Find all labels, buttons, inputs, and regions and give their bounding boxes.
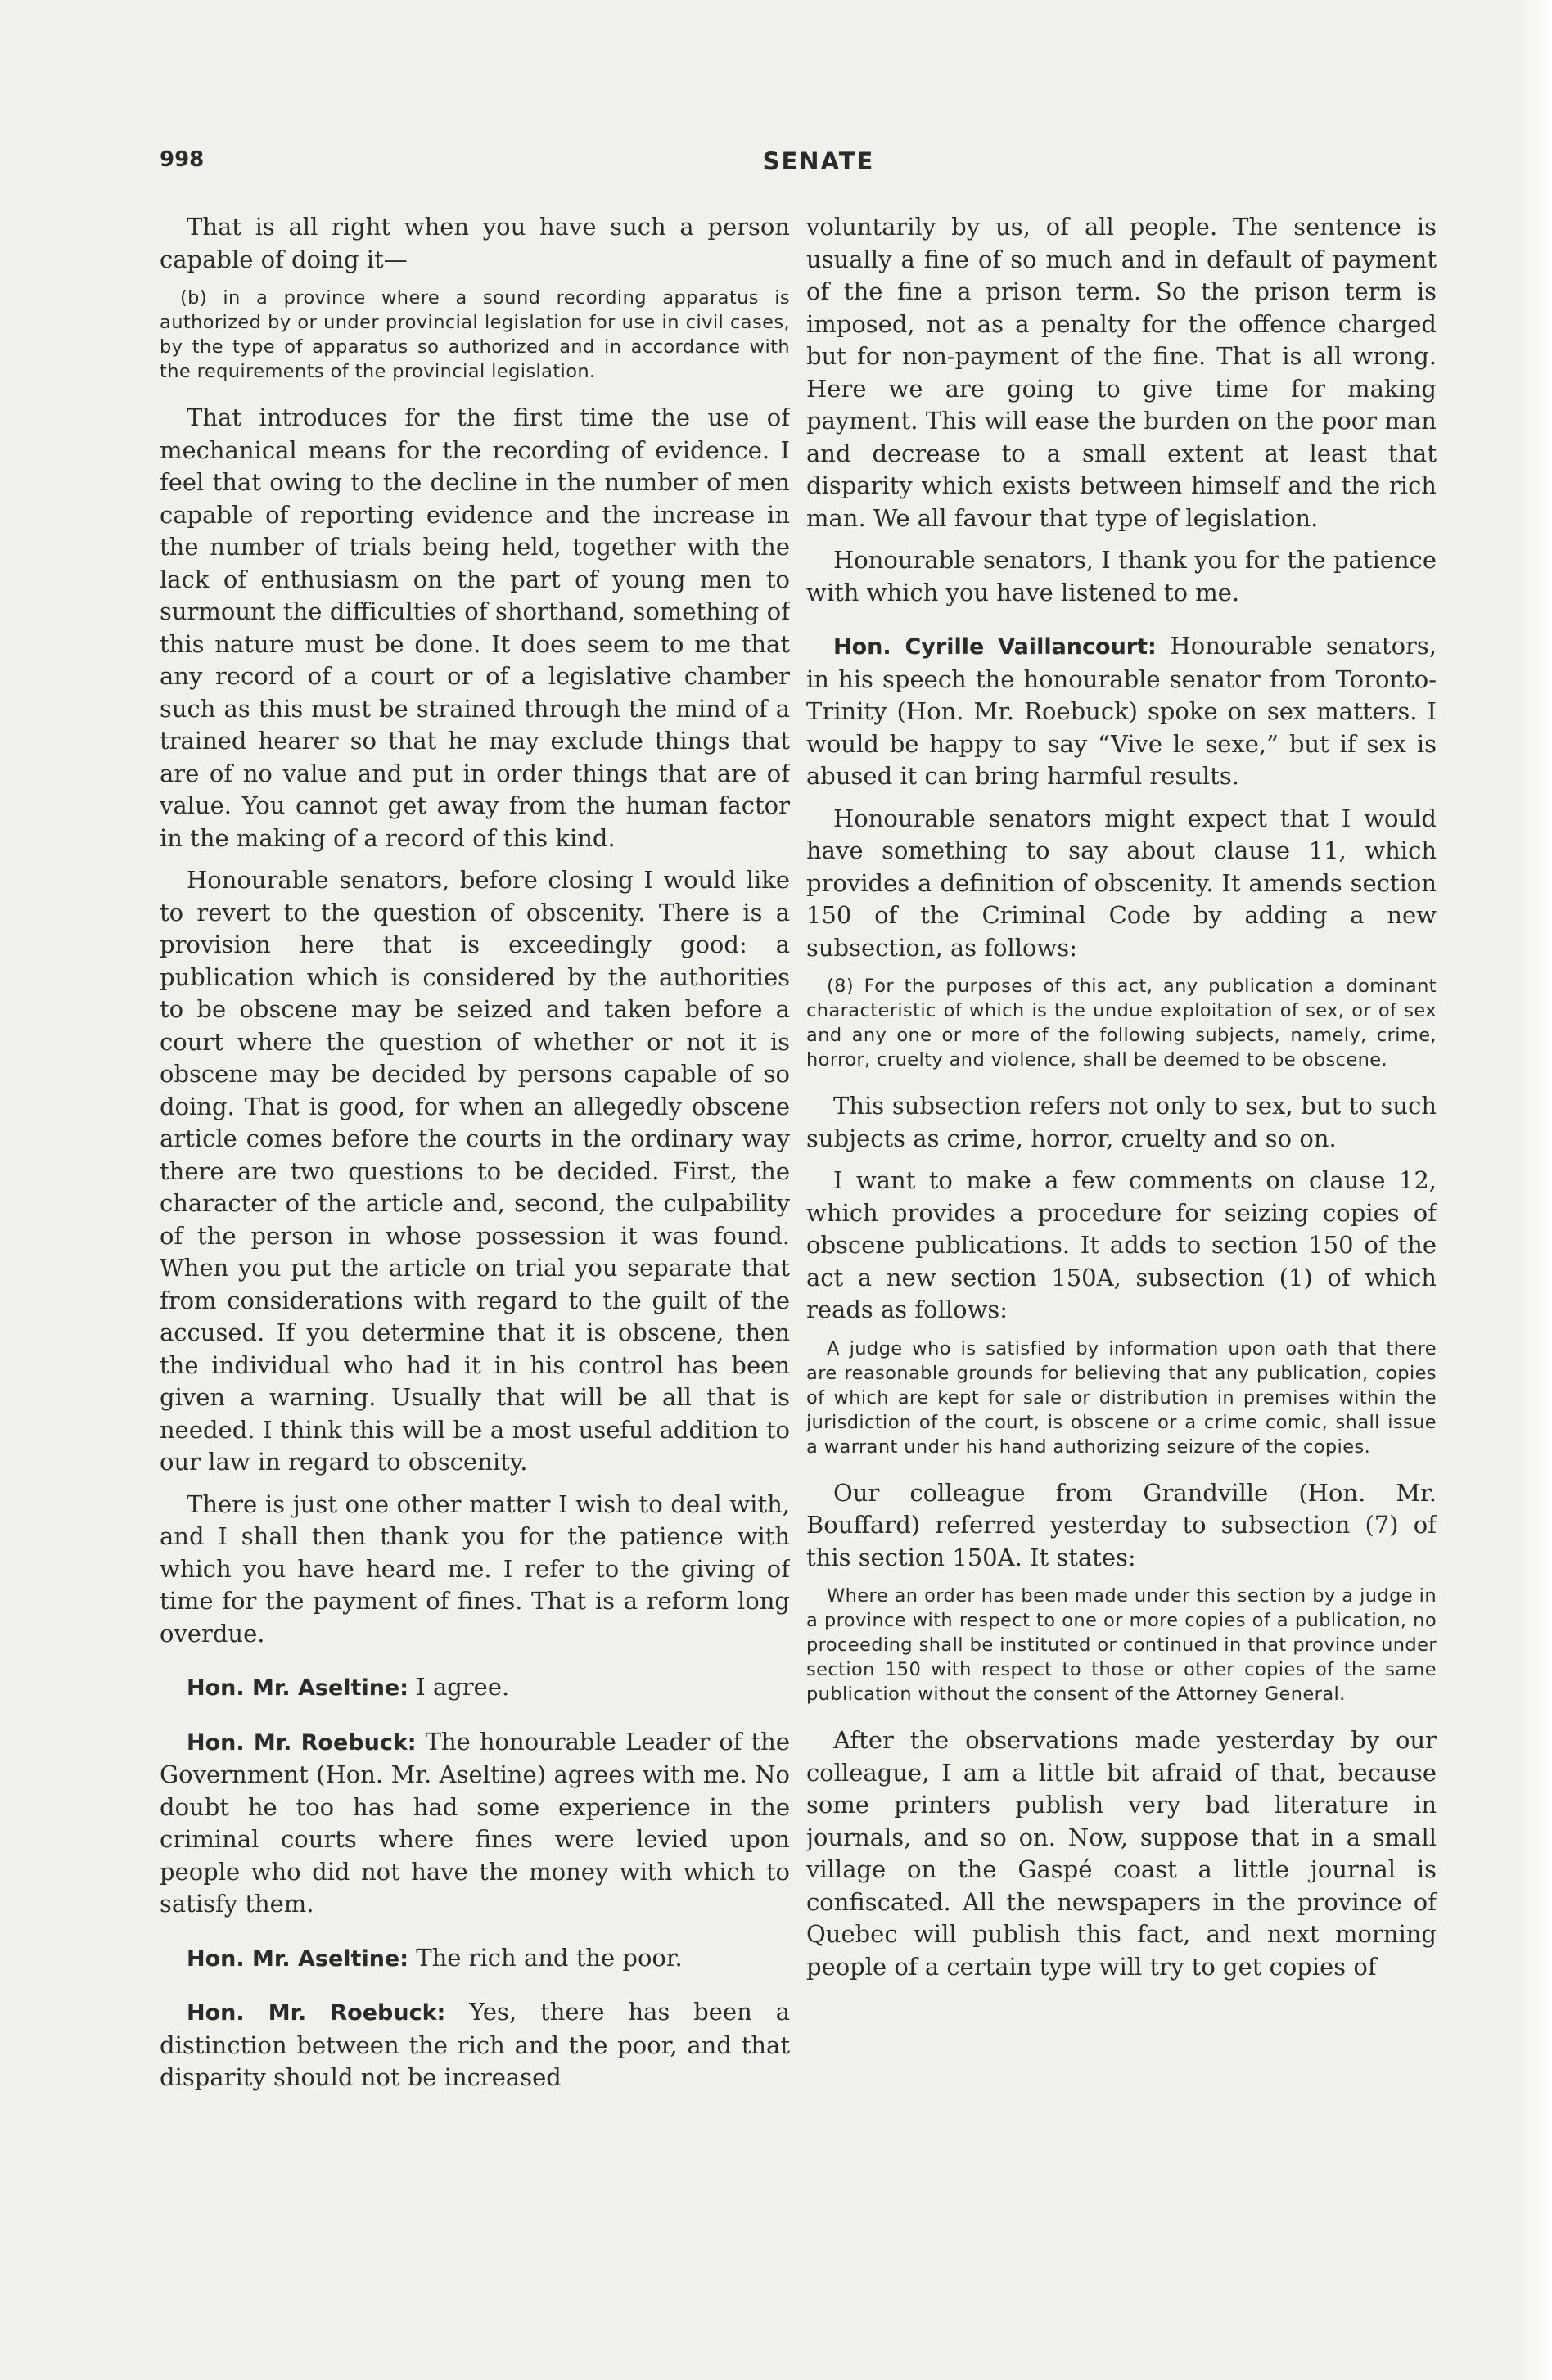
page-number: 998 (160, 147, 205, 172)
quoted-clause: (8) For the purposes of this act, any publication a dominant characteristic of which is the undue exploitation of sex, or of sex and any one or more of the following subjects, namely, crime, horror, cruelty and violence, shall be deemed to be obscene. (806, 976, 1437, 1071)
speaker-name: Hon. Mr. Roebuck: (187, 2000, 446, 2026)
paragraph: After the observations made yesterday by our colleague, I am a little bit afraid of that, because some printers publish very bad literature in journals, and so on. Now, suppose that in a small village on the Gaspé coast a little journal is confiscated. All the newspapers in the province of Quebec will publish this fact, and next morning people of a certain type will try to get copies of (806, 1726, 1437, 1981)
quoted-clause: (b) in a province where a sound recording apparatus is authorized by or under provincial legislation for use in civil cases, by the type of apparatus so authorized and in accordance with the requirements of the provincial legislation. (160, 287, 790, 382)
speech-paragraph (160, 1996, 790, 2094)
paragraph: There is just one other matter I wish to deal with, and I shall then thank you for the patience with which you have heard me. I refer to the giving of time for the payment of fines. That is a reform long overdue. (160, 1490, 790, 1648)
quoted-clause: Where an order has been made under this section by a judge in a province with respect to one or more copies of a publication, no proceeding shall be instituted or continued in that province under section 150 with respect to those or other copies of the same publication without the consent of the Attorney General. (806, 1585, 1437, 1705)
speaker-name: Hon. Cyrille Vaillancourt: (833, 634, 1157, 660)
speech-paragraph (160, 1726, 790, 1921)
paragraph: voluntarily by us, of all people. The sentence is usually a fine of so much and in default of payment of the fine a prison term. So the prison term is imposed, not as a penalty for the offence charged but for non-payment of the fine. That is all wrong. Here we are going to give time for making payment. This will ease the burden on the poor man and decrease to a small extent at least that disparity which exists between himself and the rich man. We all favour that type of legislation. (806, 213, 1437, 532)
paragraph: That is all right when you have such a person capable of doing it— (160, 213, 790, 273)
speech-text: I agree. (408, 1673, 510, 1701)
paragraph: I want to make a few comments on clause 12, which provides a procedure for seizing copies of obscene publications. It adds to section 150 of the act a new section 150A, subsection (1) of which reads as follows: (806, 1166, 1437, 1323)
speaker-name: Hon. Mr. Aseltine: (187, 1675, 409, 1701)
left-column (160, 211, 790, 2208)
speaker-name: Hon. Mr. Roebuck: (187, 1729, 417, 1756)
speech-text: The honourable Leader of the Government (Hon. Mr. Aseltine) agrees with me. No doubt he too has had some experience in the criminal courts where fines were levied upon people who did not have the money with which to satisfy them. (160, 1727, 790, 1918)
paragraph: Honourable senators might expect that I would have something to say about clause 11, which provides a definition of obscenity. It amends section 150 of the Criminal Code by adding a new subsection, as follows: (806, 804, 1437, 962)
paragraph: Honourable senators, I thank you for the patience with which you have listened to me. (806, 546, 1437, 606)
paragraph: Our colleague from Grandville (Hon. Mr. Bouffard) referred yesterday to subsection (7) of this section 150A. It states: (806, 1478, 1437, 1571)
speech-paragraph (160, 1942, 790, 1976)
speech-paragraph (806, 630, 1437, 793)
page-header (160, 147, 1478, 188)
running-head: SENATE (762, 147, 875, 175)
paragraph: This subsection refers not only to sex, but to such subjects as crime, horror, cruelty and so on. (806, 1092, 1437, 1152)
speech-text: Yes, there has been a distinction between the rich and the poor, and that disparity should not be increased (160, 1998, 790, 2091)
paragraph: Honourable senators, before closing I would like to revert to the question of obscenity. There is a provision here that is exceedingly good: a publication which is considered by the authorities to be obscene may be seized and taken before a court where the question of whether or not it is obscene may be decided by persons capable of so doing. That is good, for when an allegedly obscene article comes before the courts in the ordinary way there are two questions to be decided. First, the character of the article and, second, the culpability of the person in whose possession it was found. When you put the article on trial you separate that from considerations with regard to the guilt of the accused. If you determine that it is obscene, then the individual who had it in his control has been given a warning. Usually that will be all that is needed. I think this will be a most useful addition to our law in regard to obscenity. (160, 866, 790, 1476)
paragraph: That introduces for the first time the use of mechanical means for the recording of evidence. I feel that owing to the decline in the number of men capable of reporting evidence and the increase in the number of trials being held, together with the lack of enthusiasm on the part of young men to surmount the difficulties of shorthand, something of this nature must be done. It does seem to me that any record of a court or of a legislative chamber such as this must be strained through the mind of a trained hearer so that he may exclude things that are of no value and put in order things that are of value. You cannot get away from the human factor in the making of a record of this kind. (160, 403, 790, 852)
right-column (806, 211, 1437, 2208)
speech-paragraph (160, 1671, 790, 1705)
quoted-clause: A judge who is satisfied by information upon oath that there are reasonable grounds for believing that any publication, copies of which are kept for sale or distribution in premises within the jurisdiction of the court, is obscene or a crime comic, shall issue a warrant under his hand authorizing seizure of the copies. (806, 1337, 1437, 1458)
speech-text: The rich and the poor. (408, 1943, 683, 1972)
speaker-name: Hon. Mr. Aseltine: (187, 1945, 409, 1972)
page-edge (1519, 0, 1552, 2380)
speech-text: Honourable senators, in his speech the honourable senator from Toronto-Trinity (Hon. Mr. Roebuck) spoke on sex matters. I would be happy to say “Vive le sexe,” but if sex is abused it can bring harmful results. (806, 632, 1437, 790)
